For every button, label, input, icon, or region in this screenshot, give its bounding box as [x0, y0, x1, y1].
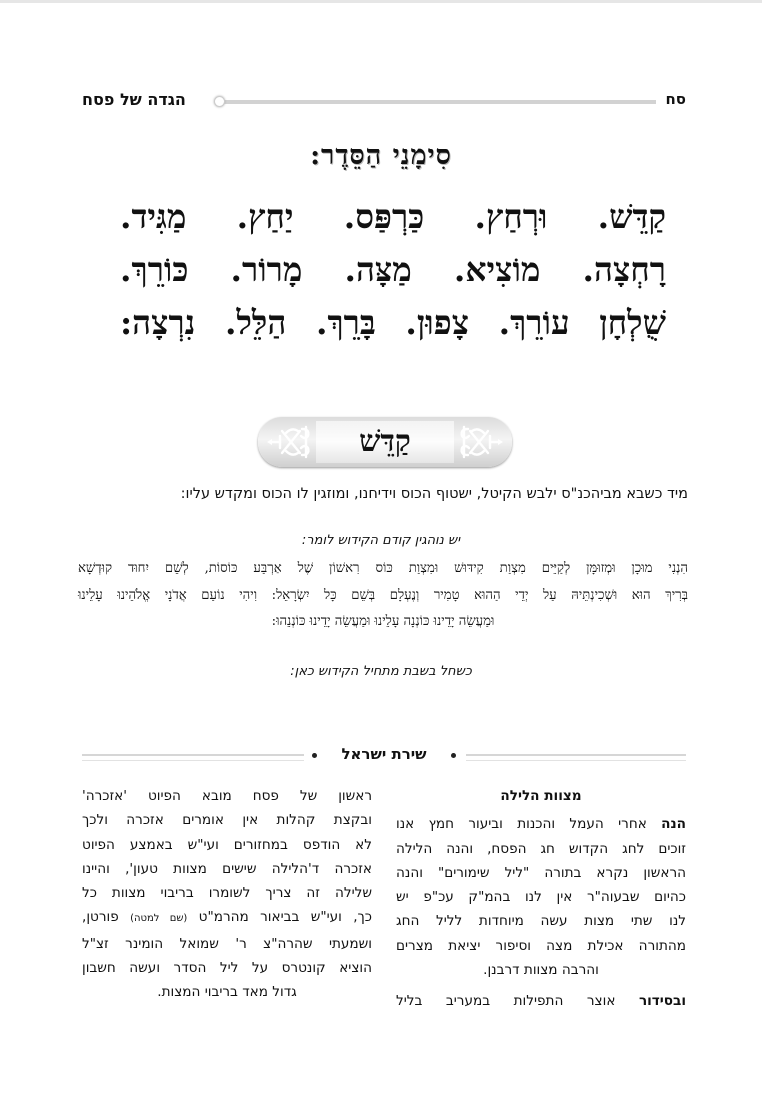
column-line: זוכים לחג הקדוש חג הפסח, והנה הלילה — [396, 840, 686, 857]
column-line: כהיום שבעוה"ר אין לנו בהמ"ק עכ"פ יש — [396, 889, 686, 906]
line-text: כך, ועי"ש בביאור מהרמ"ט — [187, 909, 372, 926]
column-line: ובקצת קהלות אין אומרים אזכרה ולכך — [82, 812, 372, 829]
column-line: מהתורה אכילת מצה וסיפור יציאת מצרים — [396, 937, 686, 954]
bold-lead-word: ובסידור — [638, 993, 686, 1010]
column-line: הוציא קונטרס על ליל הסדר ועשה חשבון — [82, 960, 372, 977]
column-line: הראשון נקרא בתורה "ליל שימורים" והנה — [396, 864, 686, 881]
prayer-line: הִנְנִי מוּכָן וּמְזוּמָּן לְקַיֵּים מִצְוַת קִידּוּשׁ וּמִצְוַת כּוֹס רִאשׁוֹן שֶׁל אַרְבַּע כּוֹסוֹת, לְשֵׁם יִחוּד קוּדְשָׁא — [78, 561, 688, 576]
commentary-title: שירת ישראל — [341, 745, 427, 763]
bullet-icon — [312, 753, 317, 758]
column-line: לנו שתי מצות עשה מיוחדות לליל החג — [396, 913, 686, 930]
line-text: אוצר התפילות במעריב בליל — [396, 993, 639, 1010]
column-line: ראשון של פסח מובא הפיוט 'אזכרה' — [82, 788, 372, 804]
column-line: לא הודפס במחזורים ועי"ש באמצע הפיוט — [82, 836, 372, 853]
column-line: גדול מאד בריבוי המצות. — [157, 984, 297, 1001]
prayer-line: בְּרִיךְ הוּא וּשְׁכִינְתֵּיהּ עַל יְדֵי הַהוּא טָמִיר וְנֶעְלָם בְּשֵׁם כָּל יִשְׂרָאֵל: וִיהִי נוֹעַם אֲדֹנָי אֱלֹהֵינוּ עָלֵינוּ — [78, 587, 688, 603]
header-rule — [222, 100, 656, 104]
page-top-edge — [0, 0, 762, 3]
simanei-haseder-title: סִימָנֵי הַסֵּדֶר: — [310, 140, 452, 171]
column-line — [396, 989, 686, 1013]
hineni-prayer — [78, 556, 688, 636]
commentary-right-column — [396, 784, 686, 1014]
page-number: סח — [665, 90, 686, 108]
reference-note: (שם למטה) — [130, 913, 188, 925]
prayer-line: וּמַעֲשֵׂה יָדֵינוּ כּוֹנְנָה עָלֵינוּ וּמַעֲשֵׂה יָדֵינוּ כּוֹנְנֵהוּ: — [271, 614, 495, 629]
running-header — [82, 88, 686, 114]
bold-lead-word: הנה — [661, 816, 686, 833]
column-line: והרבה מצוות דרבנן. — [483, 962, 599, 979]
seder-steps-line: רָחְצָה. מוֹצִיא. מַצָּה. מָרוֹר. כּוֹרֵךְ. — [120, 250, 666, 289]
column-heading: מצוות הלילה — [500, 788, 582, 804]
floral-ornament-icon — [458, 423, 504, 461]
commentary-header — [82, 745, 686, 767]
column-line: אזכרה ד'הלילה שישים מצוות טעון', והיינו — [82, 860, 372, 877]
column-line — [82, 905, 372, 931]
simanei-haseder-list — [120, 190, 666, 349]
book-title: הגדה של פסח — [82, 90, 186, 109]
shabbat-note: כשחל בשבת מתחיל הקידוש כאן: — [290, 664, 472, 679]
header-rule-end-dot-icon — [214, 96, 225, 107]
commentary-left-column — [82, 784, 372, 1005]
column-line: ושמעתי שהרה"צ ר' שמואל הומינר זצ"ל — [82, 935, 372, 952]
line-text: פורטן, — [82, 909, 131, 926]
line-text: אחרי העמל והכנות וביעור חמץ אנו — [396, 816, 662, 833]
kiddush-instruction: מיד כשבא מביהכנ"ס ילבש הקיטל, ישטוף הכוס וידיחנו, ומוזגין לו הכוס ומקדש עליו: — [180, 486, 688, 502]
commentary-rule — [82, 754, 304, 761]
section-banner-kadesh — [258, 417, 512, 467]
seder-steps-line: קַדֵּשׁ. וּרְחַץ. כַּרְפַּס. יַחַץ. מַגִּיד. — [120, 197, 666, 236]
floral-ornament-icon — [266, 423, 312, 461]
banner-title: קַדֵּשׁ — [359, 424, 411, 459]
column-line: שלילה זה צריך לשומרו בריבוי מצוות כל — [82, 885, 372, 902]
custom-note: יש נוהגין קודם הקידוש לומר: — [301, 533, 461, 548]
column-line — [396, 812, 686, 836]
seder-steps-line: שֻׁלְחָן עוֹרֵךְ. צָפוּן. בָּרֵךְ. הַלֵּל. נִרְצָה: — [120, 303, 666, 342]
